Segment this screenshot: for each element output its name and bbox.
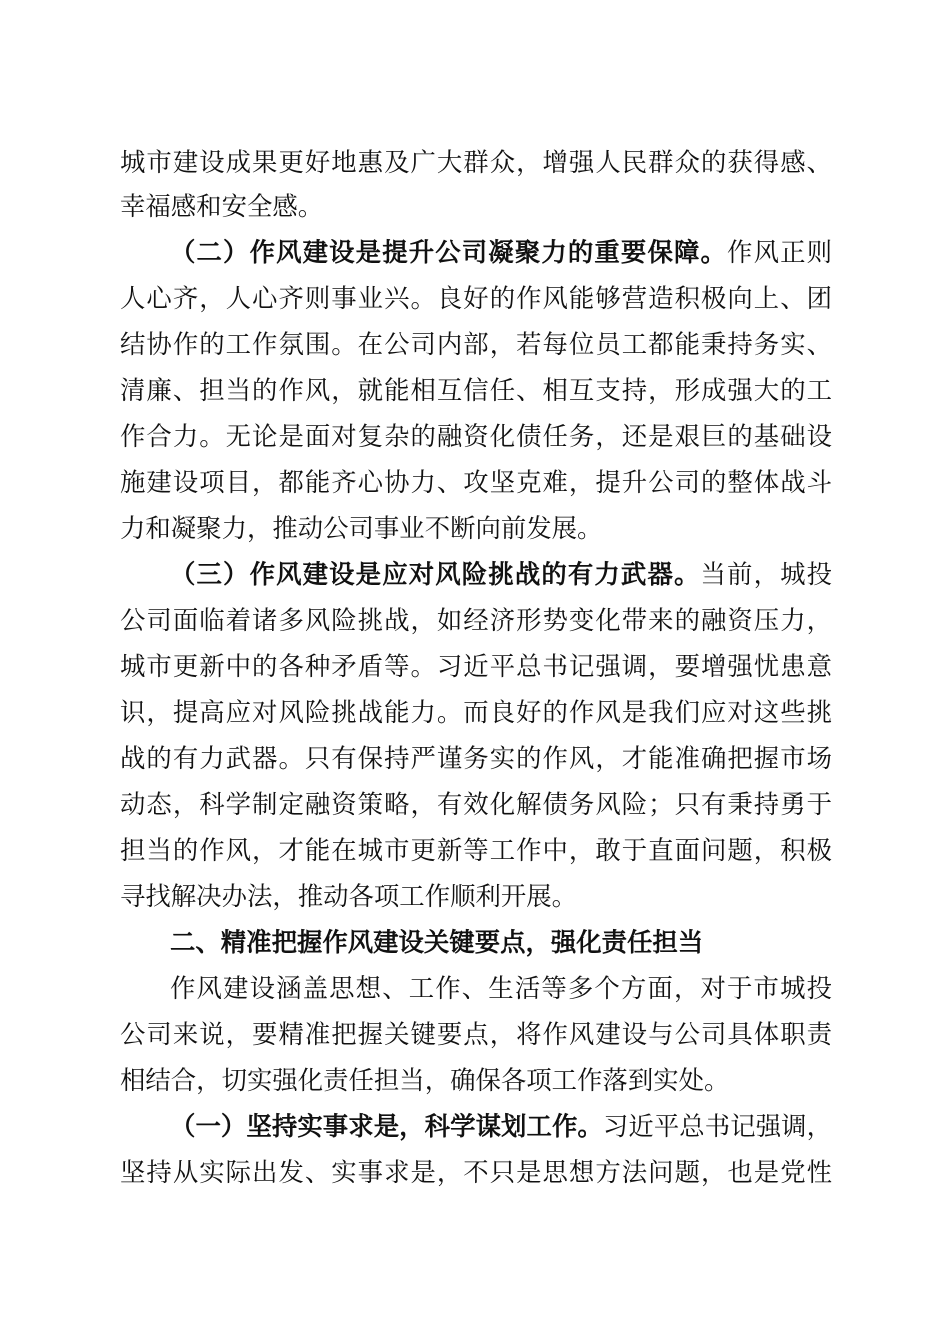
- paragraph-first-line: [170, 1104, 832, 1148]
- paragraph-line: 力和凝聚力，推动公司事业不断向前发展。: [120, 513, 603, 543]
- paragraph-line: 识，提高应对风险挑战能力。而良好的作风是我们应对这些挑: [120, 697, 832, 727]
- paragraph-line: 城市建设成果更好地惠及广大群众，增强人民群众的获得感、: [120, 147, 832, 177]
- paragraph-lead: （三）作风建设是应对风险挑战的有力武器。: [170, 559, 701, 589]
- paragraph-first-line: [170, 552, 832, 596]
- paragraph-lead: （一）坚持实事求是，科学谋划工作。: [170, 1111, 603, 1141]
- paragraph-lead: （二）作风建设是提升公司凝聚力的重要保障。: [170, 237, 728, 267]
- paragraph-line: 施建设项目，都能齐心协力、攻坚克难，提升公司的整体战斗: [120, 467, 832, 497]
- paragraph-line: 公司面临着诸多风险挑战，如经济形势变化带来的融资压力，: [120, 605, 832, 635]
- paragraph-text: 作风正则: [727, 237, 832, 267]
- paragraph-line: 人心齐，人心齐则事业兴。良好的作风能够营造积极向上、团: [120, 283, 832, 313]
- paragraph-line: 清廉、担当的作风，就能相互信任、相互支持，形成强大的工: [120, 375, 832, 405]
- paragraph-line: 城市更新中的各种矛盾等。习近平总书记强调，要增强忧患意: [120, 651, 832, 681]
- paragraph-line: 作合力。无论是面对复杂的融资化债任务，还是艰巨的基础设: [120, 421, 832, 451]
- paragraph-line: 结协作的工作氛围。在公司内部，若每位员工都能秉持务实、: [120, 329, 832, 359]
- paragraph-line: 相结合，切实强化责任担当，确保各项工作落到实处。: [120, 1065, 730, 1095]
- paragraph-text: 习近平总书记强调，: [602, 1111, 832, 1141]
- paragraph-line: 战的有力武器。只有保持严谨务实的作风，才能准确把握市场: [120, 743, 832, 773]
- paragraph-text: 当前，城投: [700, 559, 832, 589]
- paragraph-line: 动态，科学制定融资策略，有效化解债务风险；只有秉持勇于: [120, 789, 832, 819]
- paragraph-first-line: [170, 230, 832, 274]
- paragraph-line: 坚持从实际出发、实事求是，不只是思想方法问题，也是党性: [120, 1157, 832, 1187]
- paragraph-line: 公司来说，要精准把握关键要点，将作风建设与公司具体职责: [120, 1019, 832, 1049]
- paragraph-first-line: 作风建设涵盖思想、工作、生活等多个方面，对于市城投: [170, 973, 832, 1003]
- paragraph-line: 幸福感和安全感。: [120, 191, 324, 221]
- paragraph-line: 寻找解决办法，推动各项工作顺利开展。: [120, 881, 578, 911]
- section-heading: 二、精准把握作风建设关键要点，强化责任担当: [170, 927, 704, 957]
- paragraph-line: 担当的作风，才能在城市更新等工作中，敢于直面问题，积极: [120, 835, 832, 865]
